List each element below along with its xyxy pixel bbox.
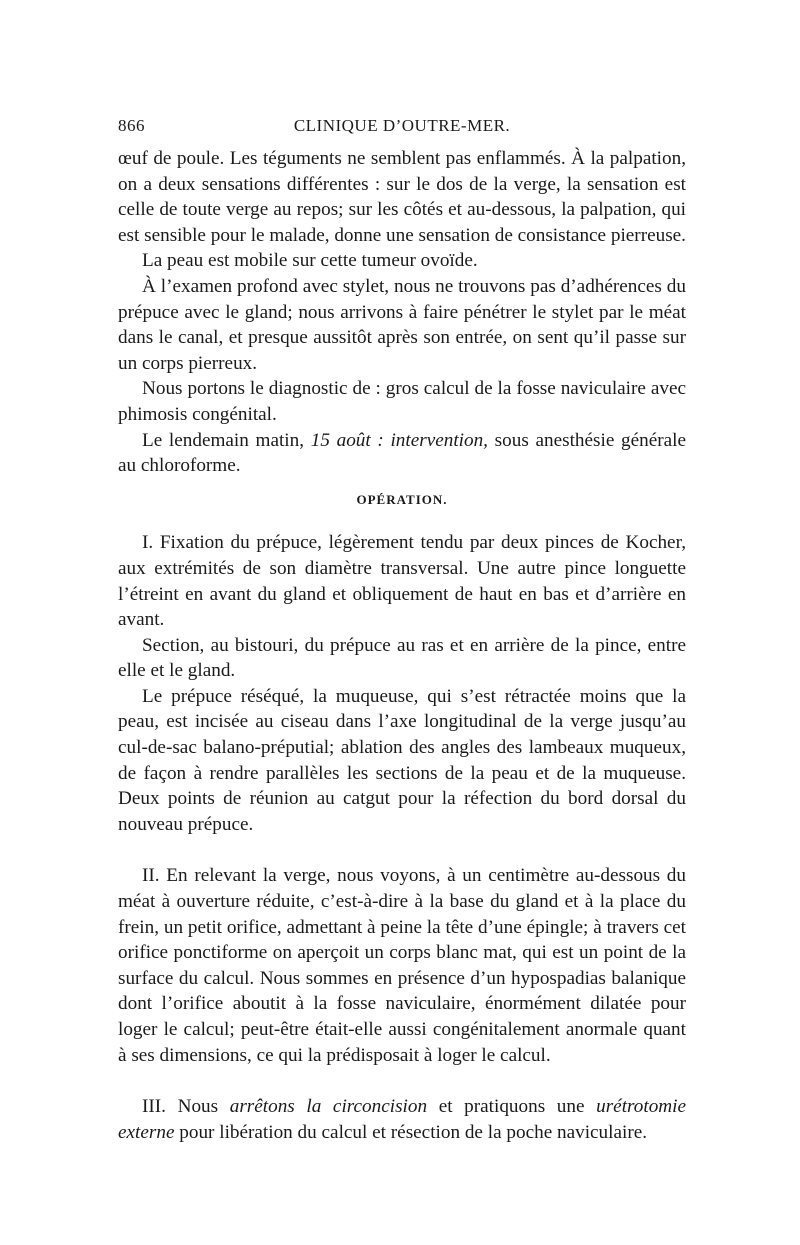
paragraph-5-text-b: sous anesthésie générale au chloroforme. — [118, 429, 686, 477]
operation-step-3 — [118, 1094, 686, 1145]
step-3-italic-1: arrêtons la circoncision — [229, 1096, 428, 1118]
spacer — [118, 512, 686, 530]
step-3-italic-2: urétrotomie externe — [118, 1096, 687, 1143]
page-number: 866 — [118, 116, 145, 135]
paragraph-5 — [118, 428, 686, 479]
paragraph-4: Nous portons le diagnostic de : gros calcul de la fosse naviculaire avec phimosis congénital. — [118, 378, 686, 425]
paragraph-1: œuf de poule. Les téguments ne semblent pas enflammés. À la palpation, on a deux sensations différentes : sur le dos de la verge, la sensation est celle de toute verge au repos; sur les côtés et au-dessous, la palpation, qui est sensible pour le malade, donne une sensation de consistance pierreuse. — [118, 148, 686, 246]
operation-step-1-section: Section, au bistouri, du prépuce au ras et en arrière de la pince, entre elle et le gland. — [118, 634, 686, 682]
running-header — [118, 112, 686, 146]
paragraph-2: La peau est mobile sur cette tumeur ovoïde. — [142, 250, 478, 272]
spacer — [118, 1068, 686, 1094]
section-heading: OPÉRATION. — [356, 491, 448, 507]
paragraph-5-text-a: Le lendemain matin, — [142, 429, 311, 451]
running-title: CLINIQUE D’OUTRE-MER. — [293, 116, 511, 135]
paragraph-3: À l’examen profond avec stylet, nous ne trouvons pas d’adhérences du prépuce avec le gland; nous arrivons à faire pénétrer le stylet par le méat dans le canal, et presque aussitôt après son entrée, on sent qu’il passe sur un corps pierreux. — [118, 275, 686, 374]
page — [118, 112, 686, 1145]
paragraph-5-italic: 15 août : intervention, — [310, 429, 488, 451]
operation-step-1: I. Fixation du prépuce, légèrement tendu par deux pinces de Kocher, aux extrémités de son diamètre transversal. Une autre pince longuette l’étreint en avant du gland et obliquement de haut en bas et d’arrière en avant. — [118, 532, 686, 631]
step-3-text-c: pour libération du calcul et résection de la poche naviculaire. — [174, 1121, 648, 1143]
spacer — [118, 837, 686, 863]
step-3-text-a: III. Nous — [142, 1096, 230, 1118]
step-3-text-b: et pratiquons une — [427, 1096, 597, 1118]
operation-step-1-resection: Le prépuce réséqué, la muqueuse, qui s’est rétractée moins que la peau, est incisée au ciseau dans l’axe longitudinal de la verge jusqu’au cul-de-sac balano-préputial; ablation des angles des lambeaux muqueux, de façon à rendre parallèles les sections de la peau et de la muqueuse. Deux points de réunion au catgut pour la réfection du bord dorsal du nouveau prépuce. — [118, 685, 686, 835]
operation-step-2: II. En relevant la verge, nous voyons, à un centimètre au-dessous du méat à ouverture réduite, c’est-à-dire à la base du gland et à la place du frein, un petit orifice, admettant à peine la tête d’une épingle; à travers cet orifice ponctiforme on aperçoit un corps blanc mat, qui est un point de la surface du calcul. Nous sommes en présence d’un hypospadias balanique dont l’orifice aboutit à la fosse naviculaire, énormément dilatée pour loger le calcul; peut-être était-elle aussi congénitalement anormale quant à ses dimensions, ce qui la prédisposait à loger le calcul. — [118, 865, 686, 1066]
